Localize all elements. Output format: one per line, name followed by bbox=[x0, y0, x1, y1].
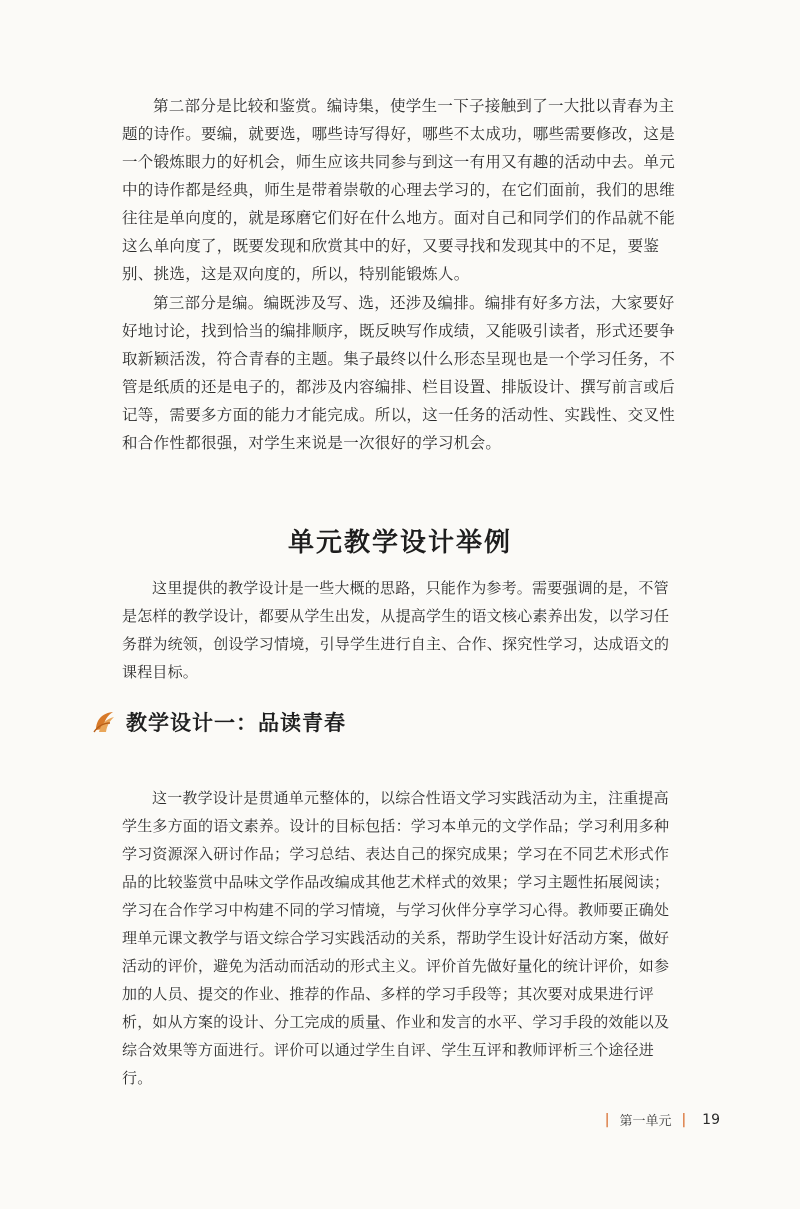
design-one-heading bbox=[90, 707, 346, 737]
paragraph-part-two: 第二部分是比较和鉴赏。编诗集，使学生一下子接触到了一大批以青春为主题的诗作。要编，就要选，哪些诗写得好，哪些不太成功，哪些需要修改，这是一个锻炼眼力的好机会，师生应该共同参与到这一有用又有趣的活动中去。单元中的诗作都是经典，师生是带着崇敬的心理去学习的，在它们面前，我们的思维往往是单向度的，就是琢磨它们好在什么地方。面对自己和同学们的作品就不能这么单向度了，既要发现和欣赏其中的好，又要寻找和发现其中的不足，要鉴别、挑选，这是双向度的，所以，特别能锻炼人。 bbox=[122, 97, 676, 283]
footer-unit-label: 第一单元 bbox=[619, 1114, 672, 1129]
page-number: 19 bbox=[702, 1111, 720, 1128]
design-one-paragraph: 这一教学设计是贯通单元整体的，以综合性语文学习实践活动为主，注重提高学生多方面的语文素养。设计的目标包括：学习本单元的文学作品；学习利用多种学习资源深入研讨作品；学习总结、表达自己的探究成果；学习在不同艺术形式作品的比较鉴赏中品味文学作品改编成其他艺术样式的效果；学习主题性拓展阅读；学习在合作学习中构建不同的学习情境，与学习伙伴分享学习心得。教师要正确处理单元课文教学与语文综合学习实践活动的关系，帮助学生设计好活动方案，做好活动的评价，避免为活动而活动的形式主义。评价首先做好量化的统计评价，如参加的人员、提交的作业、推荐的作品、多样的学习手段等；其次要对成果进行评析，如从方案的设计、分工完成的质量、作业和发言的水平、学习手段的效能以及综合效果等方面进行。评价可以通过学生自评、学生互评和教师评析三个途径进行。 bbox=[122, 789, 670, 1087]
leaf-swirl-icon bbox=[90, 708, 118, 736]
footer-divider: | bbox=[604, 1111, 610, 1128]
footer-divider: | bbox=[681, 1111, 687, 1128]
paragraph-part-three: 第三部分是编。编既涉及写、选，还涉及编排。编排有好多方法，大家要好好地讨论，找到恰当的编排顺序，既反映写作成绩，又能吸引读者，形式还要争取新颖活泼，符合青春的主题。集子最终以什么形态呈现也是一个学习任务，不管是纸质的还是电子的，都涉及内容编排、栏目设置、排版设计、撰写前言或后记等，需要多方面的能力才能完成。所以，这一任务的活动性、实践性、交叉性和合作性都很强，对学生来说是一次很好的学习机会。 bbox=[122, 294, 676, 452]
section-intro: 这里提供的教学设计是一些大概的思路，只能作为参考。需要强调的是，不管是怎样的教学设计，都要从学生出发，从提高学生的语文核心素养出发，以学习任务群为统领，创设学习情境，引导学生进行自主、合作、探究性学习，达成语文的课程目标。 bbox=[122, 579, 670, 681]
design-one-title: 教学设计一：品读青春 bbox=[126, 711, 346, 735]
section-title: 单元教学设计举例 bbox=[287, 528, 512, 558]
page-footer bbox=[605, 1110, 720, 1129]
